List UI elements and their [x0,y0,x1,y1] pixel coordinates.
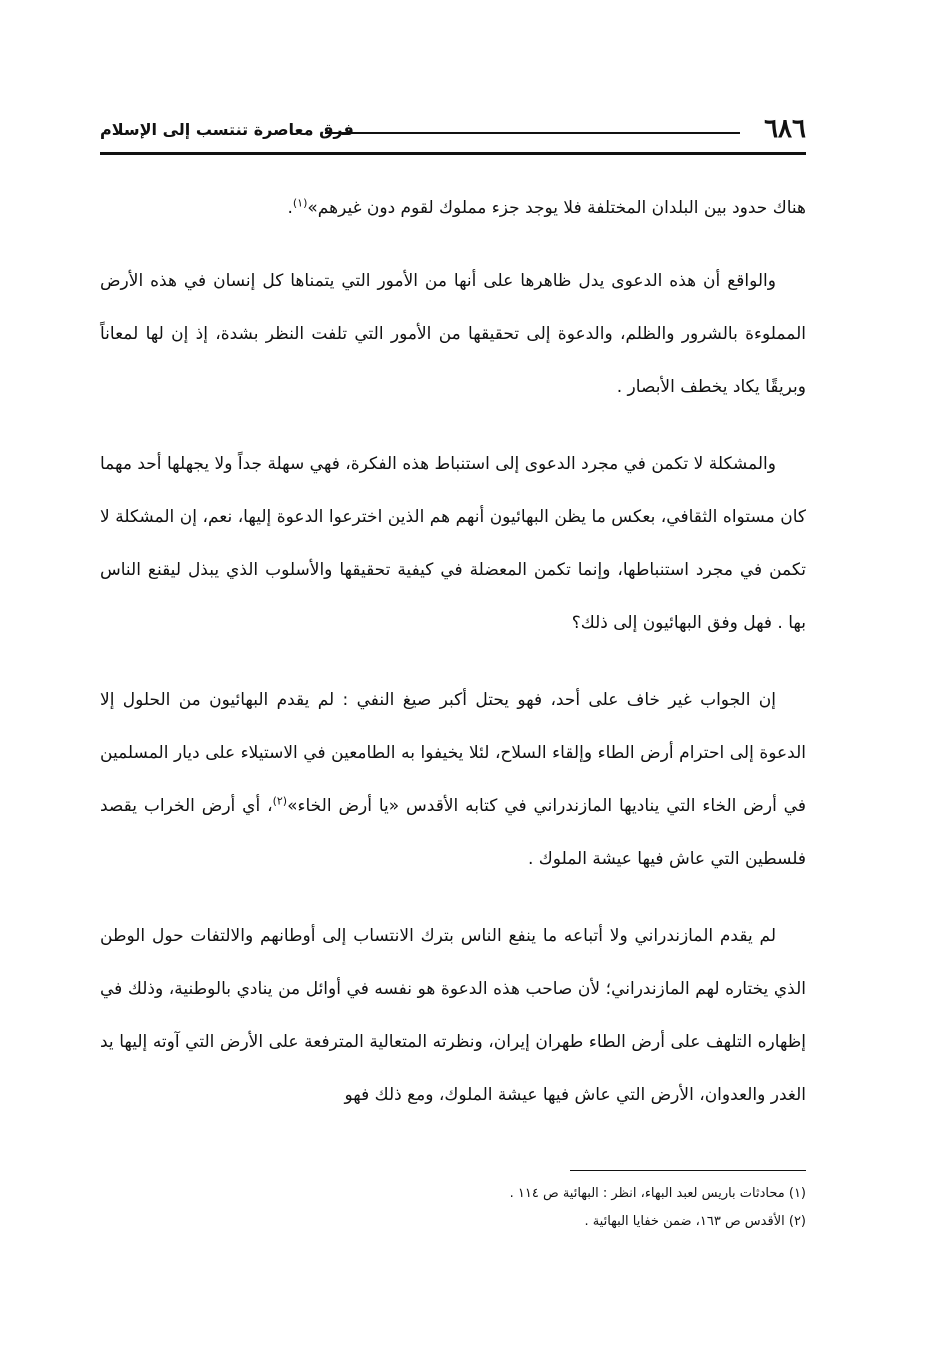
paragraph-4-text-b: ، أي أرض الخراب يقصد فلسطين التي عاش فيها عيشة الملوك . [100,796,806,869]
footnote-ref-1: (١) [292,196,308,210]
paragraph-1 [100,182,806,235]
paragraph-5: لم يقدم المازندراني ولا أتباعه ما ينفع الناس بترك الانتساب إلى أوطانهم والالتفات حول الوطن الذي يختاره لهم المازندراني؛ لأن صاحب هذه الدعوة هو نفسه في أوائل من ينادي بالوطنية، وذلك في إظهاره التلهف على أرض الطاء طهران إيران، ونظرته المتعالية المترفعة على الأرض التي آوته إليها يد الغدر والعدوان، الأرض التي عاش فيها عيشة الملوك، ومع ذلك فهو [100,926,806,1105]
page-number: ٦٨٦ [764,114,806,144]
footnotes [100,1180,806,1236]
paragraph-2: والواقع أن هذه الدعوى يدل ظاهرها على أنها من الأمور التي يتمناها كل إنسان في هذه الأرض المملوءة بالشرور والظلم، والدعوة إلى تحقيقها من الأمور التي تلفت النظر بشدة، إذ إن لها لمعاناً وبريقًا يكاد يخطف الأبصار . [100,271,806,397]
footnote-1: (١) محادثات باريس لعبد البهاء، انظر : البهائية ص ١١٤ . [509,1186,806,1201]
running-title: فرق معاصرة تنتسب إلى الإسلام [100,120,354,139]
footnote-2: (٢) الأقدس ص ١٦٣، ضمن خفايا البهائية . [584,1214,806,1229]
page-header [100,112,806,156]
header-short-rule [325,132,740,134]
paragraph-4-text-a: إن الجواب غير خاف على أحد، فهو يحتل أكبر صيغ النفي : لم يقدم البهائيون من الحلول إلا الدعوة إلى احترام أرض الطاء وإلقاء السلاح، لئلا يخيفوا به الطامعين في الاستيلاء على ديار المسلمين في أرض الخاء التي يناديها المازندراني في كتابه الأقدس «يا أرض الخاء» [100,690,806,816]
paragraph-1-text: هناك حدود بين البلدان المختلفة فلا يوجد جزء مملوك لقوم دون غيرهم» [307,198,806,218]
footnote-rule [570,1170,806,1171]
paragraph-1-end: . [287,198,293,218]
body-text [100,182,806,1146]
paragraph-3: والمشكلة لا تكمن في مجرد الدعوى إلى استنباط هذه الفكرة، فهي سهلة جداً ولا يجهلها أحد مهما كان مستواه الثقافي، بعكس ما يظن البهائيون أنهم هم الذين اخترعوا الدعوة إليها، نعم، إن المشكلة لا تكمن في مجرد استنباطها، وإنما تكمن المعضلة في كيفية تحقيقها والأسلوب الذي يبذل ليقنع الناس بها . فهل وفق البهائيون إلى ذلك؟ [100,454,806,633]
header-rule [100,152,806,155]
paragraph-4 [100,674,806,886]
footnote-ref-2: (٢) [272,794,288,808]
